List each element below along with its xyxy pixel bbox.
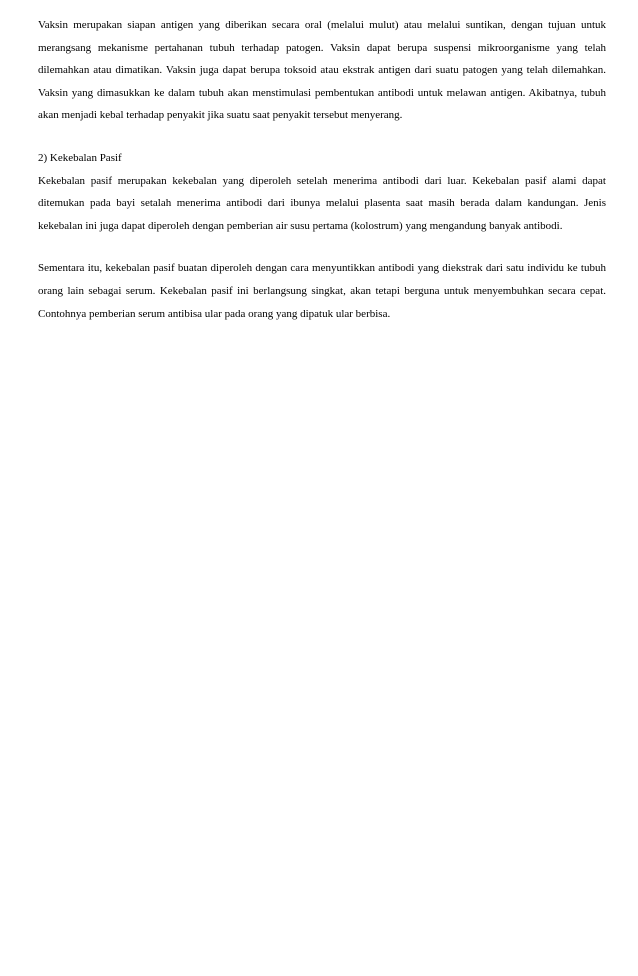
section-heading-kekebalan-pasif: 2) Kekebalan Pasif (38, 151, 122, 164)
paragraph-gap (38, 127, 606, 147)
paragraph-gap (38, 237, 606, 257)
paragraph-kekebalan-pasif-buatan: Sementara itu, kekebalan pasif buatan diperoleh dengan cara menyuntikkan antibodi yang diekstrak dari satu individu ke tubuh orang lain sebagai serum. Kekebalan pasif ini berlangsung singkat, akan tetapi berguna untuk menyembuhkan secara cepat. Contohnya pemberian serum antibisa ular pada orang yang dipatuk ular berbisa. (38, 262, 606, 320)
paragraph-kekebalan-pasif-alami: Kekebalan pasif merupakan kekebalan yang diperoleh setelah menerima antibodi dari luar. Kekebalan pasif alami dapat ditemukan pada bayi setalah menerima antibodi dari ibunya melalui plasenta saat masih berada dalam kandungan. Jenis kekebalan ini juga dapat diperoleh dengan pemberian air susu pertama (kolostrum) yang mengandung banyak antibodi. (38, 174, 606, 232)
paragraph-vaksin: Vaksin merupakan siapan antigen yang diberikan secara oral (melalui mulut) atau melalui suntikan, dengan tujuan untuk merangsang mekanisme pertahanan tubuh terhadap patogen. Vaksin dapat berupa suspensi mikroorganisme yang telah dilemahkan atau dimatikan. Vaksin juga dapat berupa toksoid atau ekstrak antigen dari suatu patogen yang telah dilemahkan. Vaksin yang dimasukkan ke dalam tubuh akan menstimulasi pembentukan antibodi untuk melawan antigen. Akibatnya, tubuh akan menjadi kebal terhadap penyakit jika suatu saat penyakit tersebut menyerang. (38, 19, 606, 122)
